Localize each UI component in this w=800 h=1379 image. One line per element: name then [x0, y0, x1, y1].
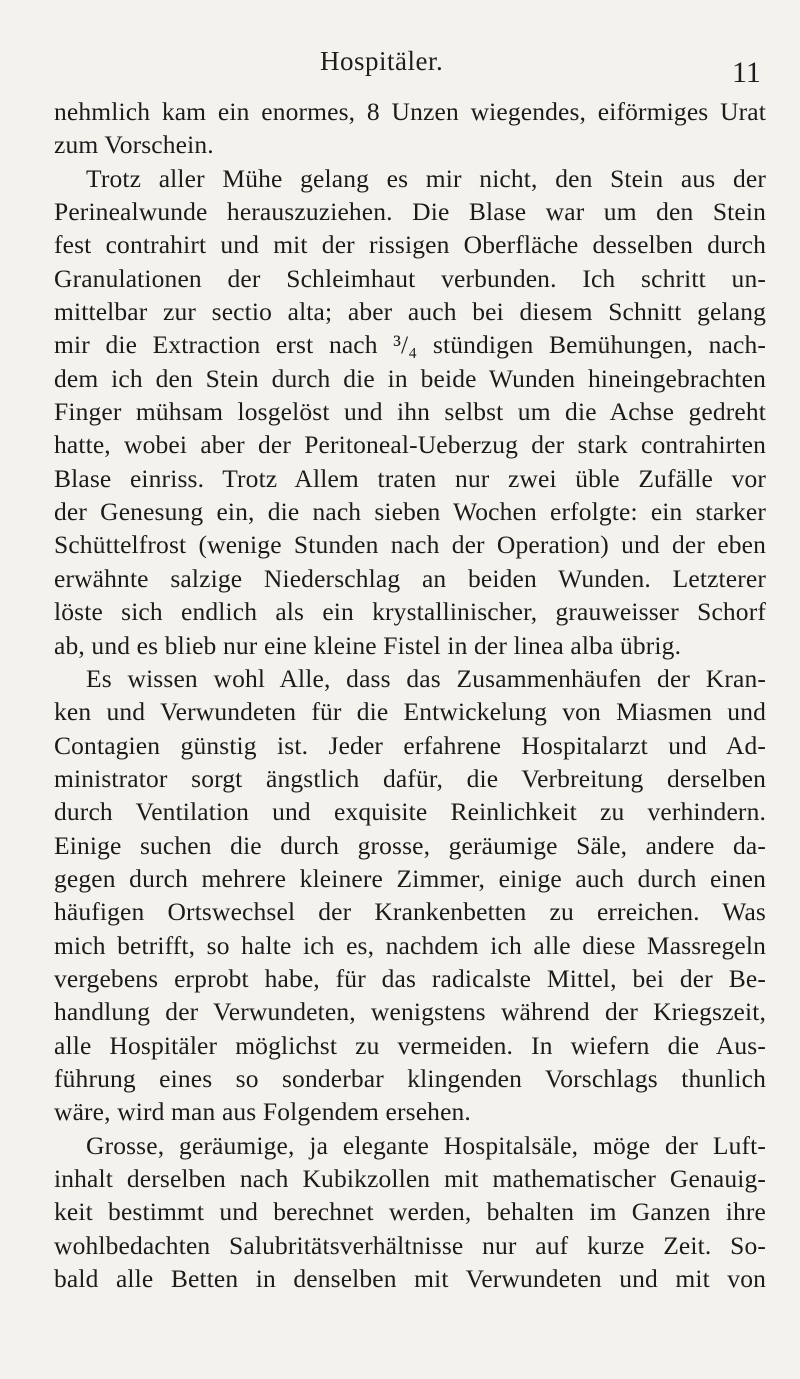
text-line: erwähnte salzige Niederschlag an beiden Wunden. Letzterer — [54, 563, 766, 593]
body-text — [54, 95, 766, 1295]
text-line: führung eines so sonderbar klingenden Vorschlags thunlich — [54, 1063, 766, 1093]
text-line: Blase einriss. Trotz Allem traten nur zwei üble Zufälle vor — [54, 463, 766, 493]
text-line: gegen durch mehrere kleinere Zimmer, einige auch durch einen — [54, 863, 766, 893]
text-line: Perinealwunde herauszuziehen. Die Blase war um den Stein — [54, 197, 766, 227]
text-line: vergebens erprobt habe, für das radicalste Mittel, bei der Be- — [54, 963, 766, 993]
text-line: zum Vorschein. — [54, 130, 214, 160]
text-line: bald alle Betten in denselben mit Verwundeten und mit von — [54, 1264, 766, 1294]
text-line: mittelbar zur sectio alta; aber auch bei diesem Schnitt gelang — [54, 297, 766, 327]
text-line: löste sich endlich als ein krystallinischer, grauweisser Schorf — [54, 597, 766, 627]
text-line: Grosse, geräumige, ja elegante Hospitalsäle, möge der Luft- — [86, 1130, 766, 1160]
text-line: Finger mühsam losgelöst und ihn selbst um die Achse gedreht — [54, 397, 766, 427]
text-line: der Genesung ein, die nach sieben Wochen erfolgte: ein starker — [54, 497, 766, 527]
text-line: alle Hospitäler möglichst zu vermeiden. In wiefern die Aus- — [54, 1030, 766, 1060]
text-line: dem ich den Stein durch die in beide Wunden hineingebrachten — [54, 363, 766, 393]
text-line: wäre, wird man aus Folgendem ersehen. — [54, 1097, 471, 1127]
text-line: ministrator sorgt ängstlich dafür, die Verbreitung derselben — [54, 763, 766, 793]
text-line: Schüttelfrost (wenige Stunden nach der Operation) und der eben — [54, 530, 766, 560]
text-line: hatte, wobei aber der Peritoneal-Ueberzug der stark contrahirten — [54, 430, 766, 460]
text-line: keit bestimmt und berechnet werden, behalten im Ganzen ihre — [54, 1197, 766, 1227]
text-line: häufigen Ortswechsel der Krankenbetten zu erreichen. Was — [54, 897, 766, 927]
text-line: inhalt derselben nach Kubikzollen mit mathematischer Genauig- — [54, 1164, 766, 1193]
text-line: durch Ventilation und exquisite Reinlichkeit zu verhindern. — [54, 797, 766, 827]
text-line: ab, und es blieb nur eine kleine Fistel in der linea alba übrig. — [54, 630, 682, 660]
text-line: mir die Extraction erst nach ³/₄ stündigen Bemühungen, nach- — [54, 330, 766, 360]
text-line: Einige suchen die durch grosse, geräumige Säle, andere da- — [54, 830, 766, 860]
text-line: fest contrahirt und mit der rissigen Oberfläche desselben durch — [54, 230, 766, 260]
text-line: Contagien günstig ist. Jeder erfahrene Hospitalarzt und Ad- — [54, 730, 766, 760]
page-number: 11 — [732, 56, 761, 89]
text-line: Es wissen wohl Alle, dass das Zusammenhäufen der Kran- — [86, 663, 766, 693]
running-head — [0, 46, 800, 89]
text-line: ken und Verwundeten für die Entwickelung von Miasmen und — [54, 697, 766, 727]
text-line: handlung der Verwundeten, wenigstens während der Kriegszeit, — [54, 997, 766, 1027]
text-line: Granulationen der Schleimhaut verbunden. Ich schritt un- — [54, 263, 766, 293]
text-line: Trotz aller Mühe gelang es mir nicht, den Stein aus der — [86, 163, 766, 193]
text-line: nehmlich kam ein enormes, 8 Unzen wiegendes, eiförmiges Urat — [54, 97, 766, 126]
text-line: wohlbedachten Salubritätsverhältnisse nur auf kurze Zeit. So- — [54, 1230, 766, 1260]
text-line: mich betrifft, so halte ich es, nachdem ich alle diese Massregeln — [54, 930, 766, 960]
running-head-title: Hospitäler. — [320, 46, 444, 76]
